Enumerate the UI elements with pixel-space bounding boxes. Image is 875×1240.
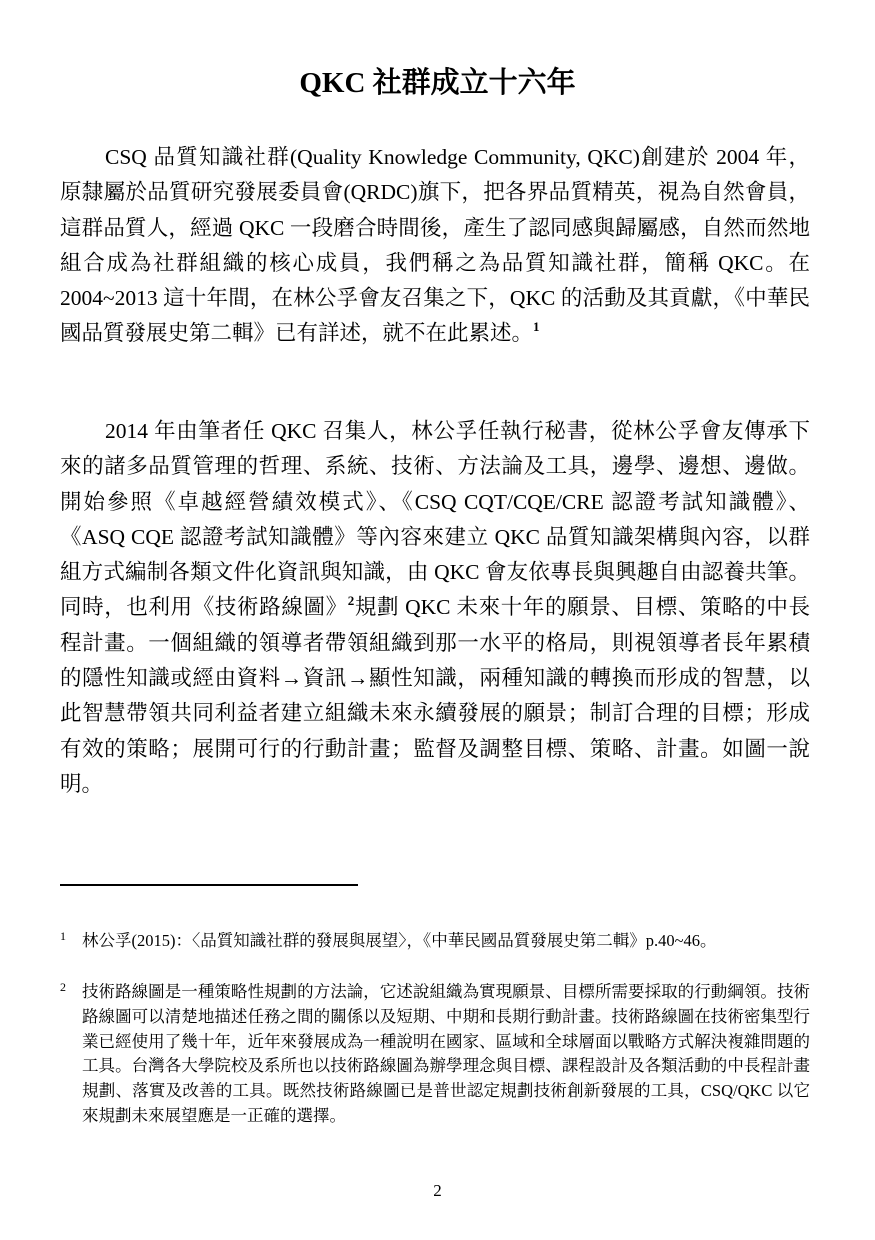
footnote-1 (60, 929, 810, 954)
paragraph-1 (60, 140, 810, 352)
page-title: QKC 社群成立十六年 (299, 67, 576, 99)
paragraph-2-text-before: 2014 年由筆者任 QKC 召集人，林公孚任執行秘書，從林公孚會友傳承下來的諸多品質管理的哲理、系統、技術、方法論及工具，邊學、邊想、邊做。開始參照《卓越經營績效模式》、《CSQ CQT/CQE/CRE 認證考試知識體》、《ASQ CQE 認證考試知識體》等內容來建立 QKC 品質知識架構與內容，以群組方式編制各類文件化資訊與知識，由 QKC 會友依專長與興趣自由認養共筆。同時，也利用《技術路線圖》 (60, 419, 810, 620)
footnote-1-number: 1 (60, 929, 66, 943)
footnote-divider (60, 884, 358, 886)
footnote-ref-1[interactable]: 1 (533, 319, 540, 335)
footnote-2-number: 2 (60, 980, 66, 994)
footnote-ref-2[interactable]: 2 (347, 593, 355, 609)
footnote-1-text: 林公孚(2015)：〈品質知識社群的發展與展望〉，《中華民國品質發展史第二輯》p.40~46。 (82, 931, 717, 950)
paragraph-1-text: CSQ 品質知識社群(Quality Knowledge Community, QKC)創建於 2004 年，原隸屬於品質研究發展委員會(QRDC)旗下，把各界品質精英，視為自然會員，這群品質人，經過 QKC 一段磨合時間後，產生了認同感與歸屬感，自然而然地組合成為社群組織的核心成員，我們稱之為品質知識社群，簡稱 QKC。在 2004~2013 這十年間，在林公孚會友召集之下，QKC 的活動及其貢獻，《中華民國品質發展史第二輯》已有詳述，就不在此累述。 (60, 145, 810, 346)
paragraph-2 (60, 414, 810, 802)
page-number: 2 (433, 1181, 442, 1200)
footnote-2 (60, 980, 810, 1129)
paragraph-2-text-after: 規劃 QKC 未來十年的願景、目標、策略的中長程計畫。一個組織的領導者帶領組織到那一水平的格局，則視領導者長年累積的隱性知識或經由資料→資訊→顯性知識，兩種知識的轉換而形成的智慧，以此智慧帶領共同利益者建立組織未來永續發展的願景；制訂合理的目標；形成有效的策略；展開可行的行動計畫；監督及調整目標、策略、計畫。如圖一說明。 (60, 595, 810, 796)
footnote-2-text: 技術路線圖是一種策略性規劃的方法論，它述說組織為實現願景、目標所需要採取的行動綱領。技術路線圖可以清楚地描述任務之間的關係以及短期、中期和長期行動計畫。技術路線圖在技術密集型行業已經使用了幾十年，近年來發展成為一種說明在國家、區域和全球層面以戰略方式解決複雜問題的工具。台灣各大學院校及系所也以技術路線圖為辦學理念與目標、課程設計及各類活動的中長程計畫規劃、落實及改善的工具。既然技術路線圖已是普世認定規劃技術創新發展的工具，CSQ/QKC 以它來規劃未來展望應是一正確的選擇。 (82, 982, 810, 1125)
